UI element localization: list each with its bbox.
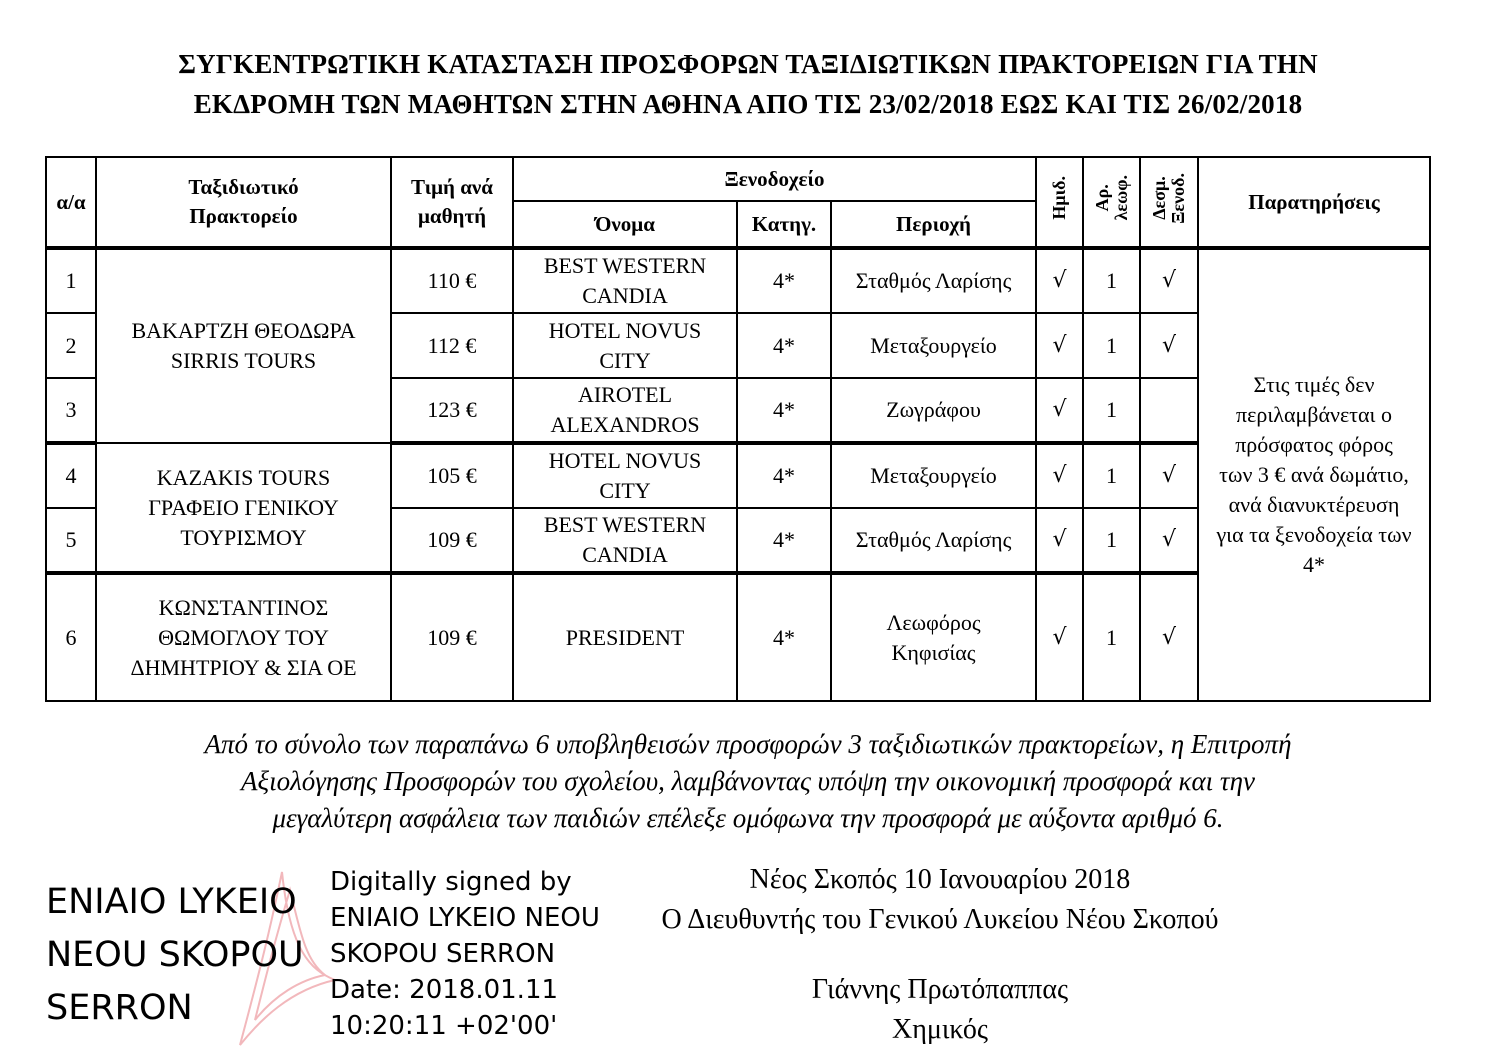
agency-cell — [96, 573, 391, 701]
remarks-line: πρόσφατος φόρος — [1235, 432, 1393, 457]
row-price: 123 € — [391, 378, 513, 443]
row-price: 112 € — [391, 313, 513, 378]
agency-line: KAZAKIS TOURS — [156, 464, 331, 490]
agency-line: ΘΩΜΟΓΛΟΥ ΤΟΥ — [158, 624, 329, 650]
hotel-line: HOTEL NOVUS — [548, 317, 702, 343]
digital-line-4: Date: 2018.01.11 — [330, 975, 559, 1005]
hotel-line: CANDIA — [582, 283, 668, 308]
row-category: 4* — [737, 573, 831, 701]
signer-specialty: Χημικός — [892, 1014, 988, 1045]
header-booking-line-1: Δεσμ. — [1149, 176, 1170, 220]
hotel-line: CITY — [599, 478, 651, 503]
header-days — [1036, 157, 1083, 248]
row-buses: 1 — [1083, 508, 1140, 573]
row-buses: 1 — [1083, 378, 1140, 443]
row-area: Σταθμός Λαρίσης — [831, 248, 1036, 313]
header-aa: α/α — [46, 157, 96, 248]
row-aa: 2 — [46, 313, 96, 378]
row-hotel-name — [513, 443, 737, 508]
hotel-line: ALEXANDROS — [550, 412, 700, 437]
agency-cell — [96, 443, 391, 573]
stamp-line-1: ENIAIO LYKEIO — [46, 882, 297, 922]
header-agency — [96, 157, 391, 248]
remarks-line: των 3 € ανά δωμάτιο, — [1219, 462, 1409, 487]
place-date: Νέος Σκοπός 10 Ιανουαρίου 2018 — [749, 864, 1131, 895]
row-buses: 1 — [1083, 573, 1140, 701]
area-line: Κηφισίας — [891, 639, 976, 665]
row-days-check: √ — [1036, 378, 1083, 443]
agency-line: ΒΑΚΑΡΤΖΗ ΘΕΟΔΩΡΑ — [131, 318, 356, 343]
paragraph-line-3: μεγαλύτερη ασφάλεια των παιδιών επέλεξε ομόφωνα την προσφορά με αύξοντα αριθμό 6. — [272, 803, 1224, 833]
header-booking — [1140, 157, 1198, 248]
row-booking-check: √ — [1140, 313, 1198, 378]
hotel-line: HOTEL NOVUS — [548, 448, 702, 473]
signer-name: Γιάννης Πρωτόπαππας — [811, 974, 1069, 1005]
row-hotel-name: PRESIDENT — [513, 573, 737, 701]
signer-role: Ο Διευθυντής του Γενικού Λυκείου Νέου Σκοπού — [661, 904, 1219, 935]
header-row-1 — [46, 157, 1430, 201]
stamp-line-3: SERRON — [46, 988, 193, 1028]
row-booking-check: √ — [1140, 248, 1198, 313]
row-days-check: √ — [1036, 248, 1083, 313]
header-buses-line-2: λεωφ. — [1110, 175, 1131, 221]
remarks-line: για τα ξενοδοχεία των — [1216, 522, 1412, 547]
row-category: 4* — [737, 313, 831, 378]
row-area — [831, 573, 1036, 701]
row-booking-check: √ — [1140, 508, 1198, 573]
row-booking-check — [1140, 378, 1198, 443]
title-line-2: ΕΚΔΡΟΜΗ ΤΩΝ ΜΑΘΗΤΩΝ ΣΤΗΝ ΑΘΗΝΑ ΑΠΟ ΤΙΣ 23/02/2018 ΕΩΣ ΚΑΙ ΤΙΣ 26/02/2018 — [193, 89, 1303, 119]
hotel-line: BEST WESTERN — [543, 253, 707, 278]
header-booking-text — [1150, 173, 1188, 224]
row-price: 105 € — [391, 443, 513, 508]
digital-line-3: SKOPOU SERRON — [330, 939, 556, 969]
agency-line: ΔΗΜΗΤΡΙΟΥ & ΣΙΑ ΟΕ — [130, 654, 357, 680]
row-aa: 3 — [46, 378, 96, 443]
offers-table — [45, 156, 1431, 702]
header-hotel-area: Περιοχή — [831, 201, 1036, 248]
row-aa: 4 — [46, 443, 96, 508]
remarks-cell — [1198, 248, 1430, 701]
paragraph-line-2: Αξιολόγησης Προσφορών του σχολείου, λαμβάνοντας υπόψη την οικονομική προσφορά και την — [241, 766, 1255, 796]
header-booking-line-2: Ξενοδ. — [1168, 172, 1189, 224]
row-hotel-name — [513, 248, 737, 313]
stamp-line-2: NEOU SKOPOU — [46, 935, 304, 975]
table-row — [46, 248, 1430, 313]
row-area: Μεταξουργείο — [831, 443, 1036, 508]
decision-paragraph — [70, 726, 1426, 837]
signature-block — [600, 860, 1280, 1050]
row-area: Σταθμός Λαρίσης — [831, 508, 1036, 573]
row-booking-check: √ — [1140, 573, 1198, 701]
area-line: Λεωφόρος — [886, 609, 981, 635]
signer-stamp — [46, 876, 326, 1035]
agency-line: ΓΡΑΦΕΙΟ ΓΕΝΙΚΟΥ — [148, 494, 339, 520]
title-line-1: ΣΥΓΚΕΝΤΡΩΤΙΚΗ ΚΑΤΑΣΤΑΣΗ ΠΡΟΣΦΟΡΩΝ ΤΑΞΙΔΙΩΤΙΚΩΝ ΠΡΑΚΤΟΡΕΙΩΝ ΓΙΑ ΤΗΝ — [178, 49, 1318, 79]
header-days-text: Ημιδ. — [1049, 176, 1070, 220]
row-hotel-name — [513, 313, 737, 378]
agency-line: ΚΩΝΣΤΑΝΤΙΝΟΣ — [158, 594, 329, 620]
document-title — [0, 44, 1496, 124]
hotel-line: CANDIA — [582, 542, 668, 567]
hotel-line: CITY — [599, 347, 651, 373]
row-aa: 6 — [46, 573, 96, 701]
row-price: 109 € — [391, 573, 513, 701]
row-booking-check: √ — [1140, 443, 1198, 508]
hotel-line: BEST WESTERN — [543, 512, 707, 537]
agency-line: SIRRIS TOURS — [170, 348, 317, 373]
row-aa: 5 — [46, 508, 96, 573]
header-buses-line-1: Αρ. — [1091, 184, 1112, 212]
header-buses — [1083, 157, 1140, 248]
row-area: Ζωγράφου — [831, 378, 1036, 443]
row-category: 4* — [737, 443, 831, 508]
paragraph-line-1: Από το σύνολο των παραπάνω 6 υποβληθεισών προσφορών 3 ταξιδιωτικών πρακτορείων, η Επιτροπή — [204, 729, 1292, 759]
header-remarks: Παρατηρήσεις — [1198, 157, 1430, 248]
header-agency-line-1: Ταξιδιωτικό — [188, 175, 299, 199]
row-days-check: √ — [1036, 313, 1083, 378]
header-price-line-1: Τιμή ανά — [410, 175, 494, 199]
row-price: 109 € — [391, 508, 513, 573]
remarks-line: ανά διανυκτέρευση — [1228, 492, 1400, 517]
digital-line-2: ENIAIO LYKEIO NEOU — [330, 903, 600, 933]
header-agency-line-2: Πρακτορείο — [189, 204, 298, 228]
header-hotel: Ξενοδοχείο — [513, 157, 1036, 201]
row-aa: 1 — [46, 248, 96, 313]
row-area: Μεταξουργείο — [831, 313, 1036, 378]
row-days-check: √ — [1036, 573, 1083, 701]
row-buses: 1 — [1083, 443, 1140, 508]
row-category: 4* — [737, 508, 831, 573]
remarks-line: Στις τιμές δεν — [1253, 372, 1375, 397]
hotel-line: AIROTEL — [577, 382, 673, 407]
row-days-check: √ — [1036, 443, 1083, 508]
digital-line-5: 10:20:11 +02'00' — [330, 1011, 558, 1041]
row-days-check: √ — [1036, 508, 1083, 573]
header-hotel-category: Κατηγ. — [737, 201, 831, 248]
row-hotel-name — [513, 378, 737, 443]
digital-signature-info — [330, 864, 620, 1044]
row-buses: 1 — [1083, 313, 1140, 378]
row-buses: 1 — [1083, 248, 1140, 313]
remarks-line: 4* — [1303, 552, 1326, 577]
digital-line-1: Digitally signed by — [330, 867, 572, 897]
agency-line: ΤΟΥΡΙΣΜΟΥ — [180, 524, 307, 550]
row-category: 4* — [737, 248, 831, 313]
header-hotel-name: Όνομα — [513, 201, 737, 248]
header-price — [391, 157, 513, 248]
row-hotel-name — [513, 508, 737, 573]
row-price: 110 € — [391, 248, 513, 313]
row-category: 4* — [737, 378, 831, 443]
agency-cell — [96, 248, 391, 443]
remarks-line: περιλαμβάνεται ο — [1236, 402, 1392, 427]
header-buses-text — [1093, 175, 1131, 220]
header-price-line-2: μαθητή — [417, 204, 487, 228]
